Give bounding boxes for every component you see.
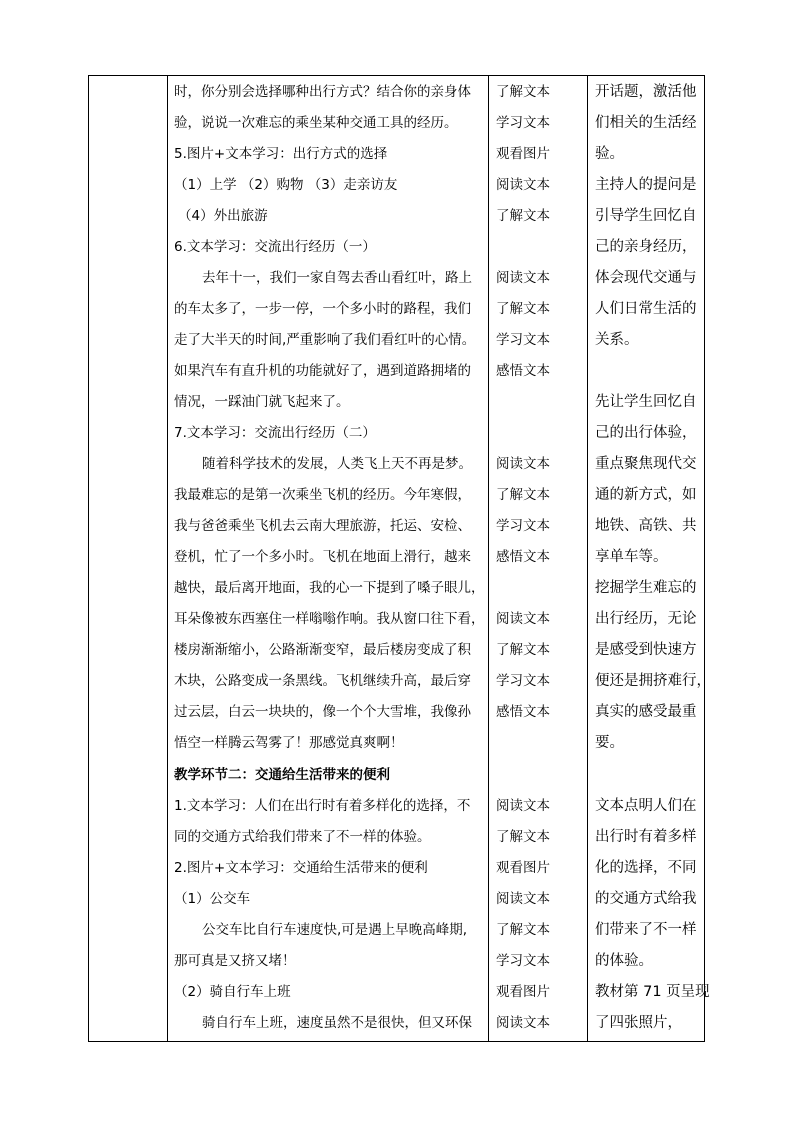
- content-line: 登机，忙了一个多小时。飞机在地面上滑行，越来: [174, 549, 471, 565]
- activity-line: 学习文本: [496, 953, 550, 969]
- content-line: 同的交通方式给我们带来了不一样的体验。: [174, 829, 431, 845]
- content-line: （2）骑自行车上班: [174, 984, 291, 1000]
- activity-line: 了解文本: [496, 922, 550, 938]
- intent-line: 们相关的生活经: [595, 115, 697, 131]
- content-line: 悟空一样腾云驾雾了！那感觉真爽啊！: [174, 735, 404, 751]
- content-line: 7.文本学习：交流出行经历（二）: [174, 425, 376, 441]
- intent-line: 真实的感受最重: [595, 704, 697, 720]
- activity-line: 感悟文本: [496, 549, 550, 565]
- intent-line: 们带来了不一样: [595, 922, 697, 938]
- activity-line: 了解文本: [496, 829, 550, 845]
- activity-line: 了解文本: [496, 301, 550, 317]
- column-divider-3: [587, 75, 588, 1042]
- intent-line: 重点聚焦现代交: [595, 456, 697, 472]
- intent-line: 引导学生回忆自: [595, 208, 697, 224]
- activity-line: 学习文本: [496, 673, 550, 689]
- activity-line: 阅读文本: [496, 1015, 550, 1031]
- activity-line: 阅读文本: [496, 798, 550, 814]
- intent-line: 享单车等。: [595, 549, 668, 565]
- intent-line: 化的选择，不同: [595, 860, 697, 876]
- intent-line: 验。: [595, 146, 624, 162]
- content-line: （4）外出旅游: [178, 208, 268, 224]
- activity-line: 学习文本: [496, 332, 550, 348]
- intent-line: 文本点明人们在: [595, 798, 697, 814]
- content-line: 1.文本学习：人们在出行时有着多样化的选择，不: [174, 798, 471, 814]
- intent-line: 地铁、高铁、共: [595, 518, 697, 534]
- activity-line: 了解文本: [496, 642, 550, 658]
- intent-line: 教材第 71 页呈现: [595, 984, 710, 1000]
- content-line: 我最难忘的是第一次乘坐飞机的经历。今年寒假，: [174, 487, 471, 503]
- intent-line: 的交通方式给我: [595, 891, 697, 907]
- content-line: 验，说说一次难忘的乘坐某种交通工具的经历。: [174, 115, 458, 131]
- activity-line: 了解文本: [496, 208, 550, 224]
- content-line: 如果汽车有直升机的功能就好了，遇到道路拥堵的: [174, 363, 471, 379]
- intent-line: 的体验。: [595, 953, 653, 969]
- activity-line: 观看图片: [496, 146, 550, 162]
- intent-line: 主持人的提问是: [595, 177, 697, 193]
- activity-line: 观看图片: [496, 860, 550, 876]
- activity-line: 了解文本: [496, 487, 550, 503]
- activity-line: 学习文本: [496, 115, 550, 131]
- content-line: 6.文本学习：交流出行经历（一）: [174, 239, 376, 255]
- content-line: 时，你分别会选择哪种出行方式？结合你的亲身体: [174, 84, 471, 100]
- intent-line: 开话题，激活他: [595, 84, 697, 100]
- intent-line: 挖掘学生难忘的: [595, 580, 697, 596]
- activity-line: 感悟文本: [496, 704, 550, 720]
- intent-line: 人们日常生活的: [595, 301, 697, 317]
- content-line: 情况，一踩油门就飞起来了。: [174, 394, 350, 410]
- content-line: 越快，最后离开地面，我的心一下提到了嗓子眼儿，: [174, 580, 485, 596]
- content-line: 我与爸爸乘坐飞机去云南大理旅游，托运、安检、: [174, 518, 471, 534]
- content-line: 5.图片+文本学习：出行方式的选择: [174, 146, 388, 162]
- content-line: （1）上学 （2）购物 （3）走亲访友: [174, 177, 398, 193]
- intent-line: 通的新方式，如: [595, 487, 697, 503]
- content-line: 随着科学技术的发展，人类飞上天不再是梦。: [202, 456, 472, 472]
- intent-line: 出行时有着多样: [595, 829, 697, 845]
- content-line: 过云层，白云一块块的，像一个个大雪堆，我像孙: [174, 704, 471, 720]
- intent-line: 便还是拥挤难行，: [595, 673, 711, 689]
- activity-line: 阅读文本: [496, 456, 550, 472]
- content-line: 那可真是又挤又堵！: [174, 953, 296, 969]
- activity-line: 了解文本: [496, 84, 550, 100]
- content-line: 木块，公路变成一条黑线。飞机继续升高，最后穿: [174, 673, 471, 689]
- content-line: 骑自行车上班，速度虽然不是很快，但又环保: [202, 1015, 472, 1031]
- activity-line: 学习文本: [496, 518, 550, 534]
- activity-line: 观看图片: [496, 984, 550, 1000]
- activity-line: 阅读文本: [496, 891, 550, 907]
- content-line: 2.图片+文本学习：交通给生活带来的便利: [174, 860, 428, 876]
- content-line: 耳朵像被东西塞住一样嗡嗡作响。我从窗口往下看，: [174, 611, 485, 627]
- intent-line: 关系。: [595, 332, 639, 348]
- content-line: 走了大半天的时间,严重影响了我们看红叶的心情。: [174, 332, 476, 348]
- content-line: 楼房渐渐缩小，公路渐渐变窄，最后楼房变成了积: [174, 642, 471, 658]
- content-line: 的车太多了，一步一停，一个多小时的路程，我们: [174, 301, 471, 317]
- activity-line: 阅读文本: [496, 177, 550, 193]
- intent-line: 了四张照片，: [595, 1015, 682, 1031]
- intent-line: 先让学生回忆自: [595, 394, 697, 410]
- content-line: 教学环节二：交通给生活带来的便利: [174, 767, 390, 783]
- intent-line: 己的出行体验，: [595, 425, 697, 441]
- activity-line: 感悟文本: [496, 363, 550, 379]
- intent-line: 是感受到快速方: [595, 642, 697, 658]
- intent-line: 己的亲身经历，: [595, 239, 697, 255]
- intent-line: 体会现代交通与: [595, 270, 697, 286]
- column-divider-1: [167, 75, 168, 1042]
- content-line: （1）公交车: [174, 891, 251, 907]
- content-line: 去年十一，我们一家自驾去香山看红叶，路上: [202, 270, 472, 286]
- content-line: 公交车比自行车速度快,可是遇上早晚高峰期,: [202, 922, 468, 938]
- intent-line: 出行经历，无论: [595, 611, 697, 627]
- activity-line: 阅读文本: [496, 611, 550, 627]
- intent-line: 要。: [595, 735, 624, 751]
- activity-line: 阅读文本: [496, 270, 550, 286]
- column-divider-2: [488, 75, 489, 1042]
